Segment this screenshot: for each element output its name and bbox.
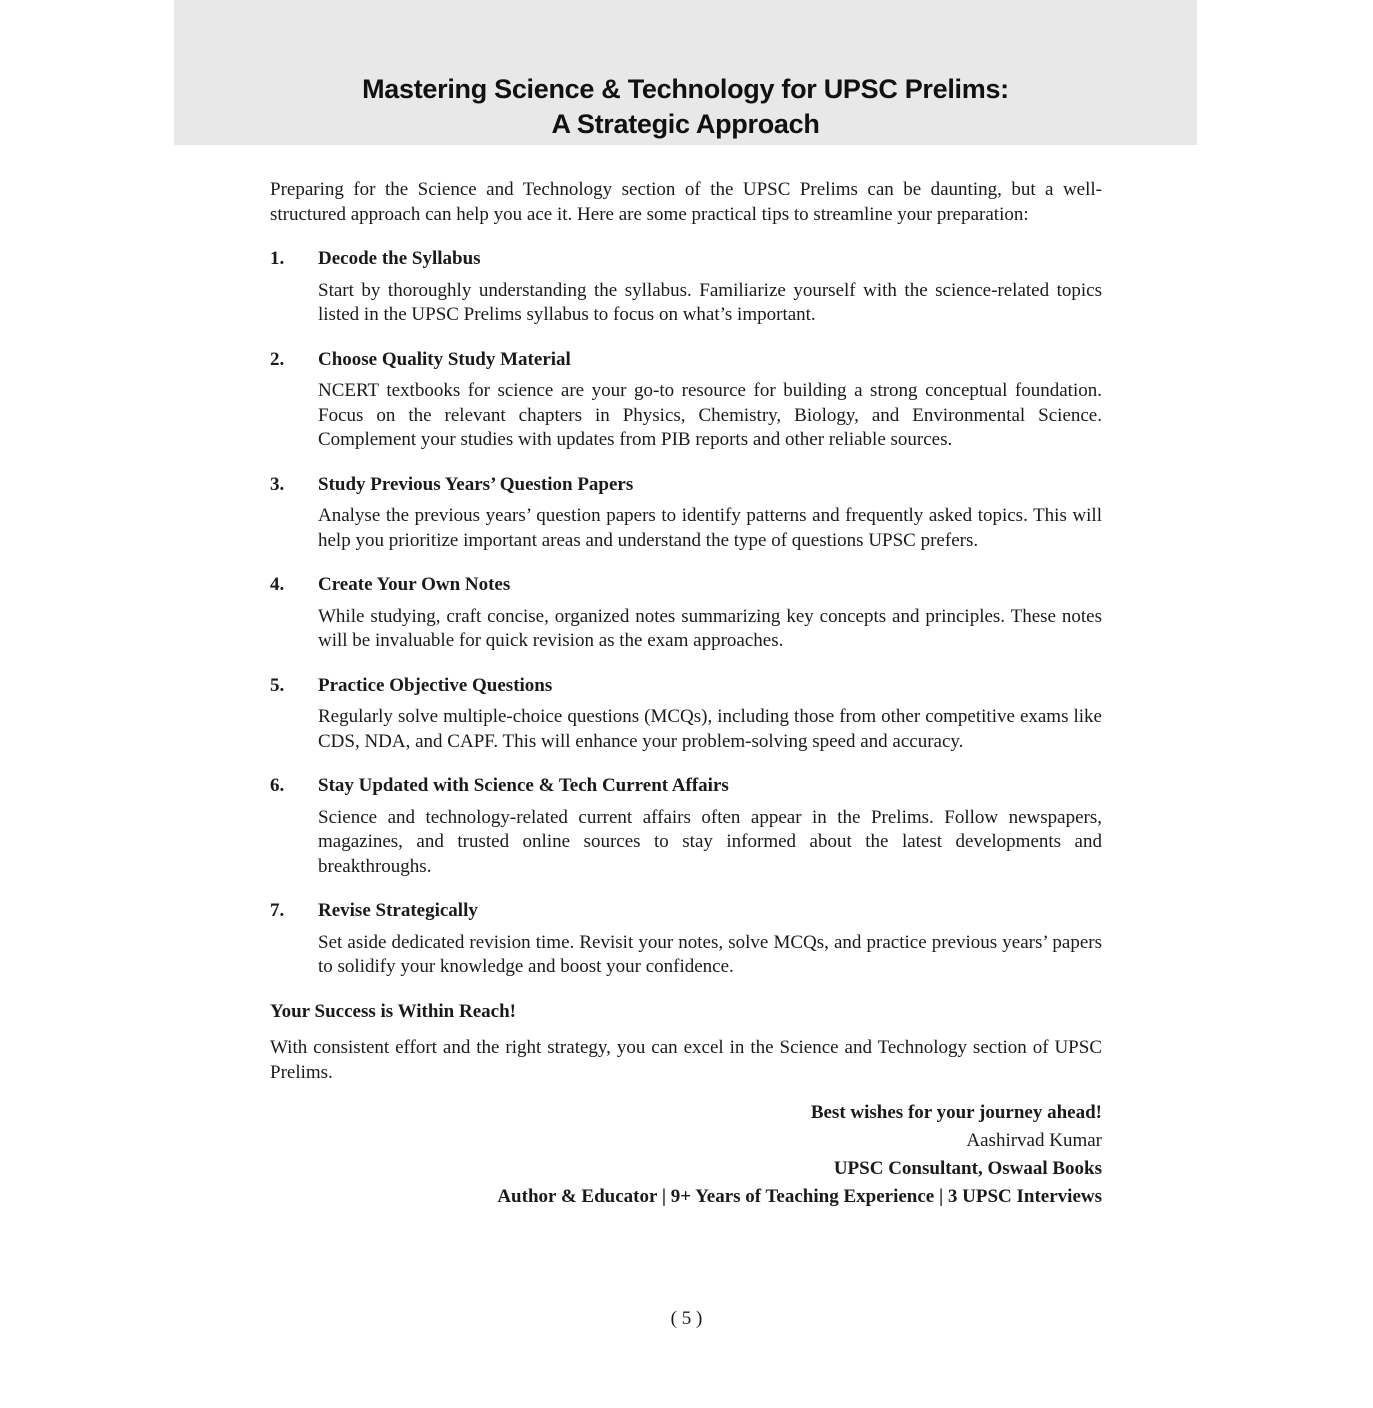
- tip-body: Analyse the previous years’ question papers to identify patterns and frequently asked topics. This will help you prioritize important areas and understand the type of questions UPSC prefers.: [318, 505, 1102, 551]
- closing-heading: Your Success is Within Reach!: [270, 1000, 516, 1022]
- tip-number: 7.: [270, 900, 285, 921]
- tip-item: [270, 674, 1102, 755]
- tip-body: Set aside dedicated revision time. Revisit your notes, solve MCQs, and practice previous years’ papers to solidify your knowledge and boost your confidence.: [318, 931, 1102, 977]
- tip-number: 4.: [270, 574, 285, 595]
- closing-paragraph: With consistent effort and the right strategy, you can excel in the Science and Technology section of UPSC Prelims.: [270, 1037, 1102, 1083]
- tip-number: 6.: [270, 775, 285, 796]
- tip-body: NCERT textbooks for science are your go-to resource for building a strong conceptual foundation. Focus on the relevant chapters in Physics, Chemistry, Biology, and Environmental Science. Complement your studies with updates from PIB reports and other reliable sources.: [318, 380, 1102, 450]
- signature-name: Aashirvad Kumar: [966, 1130, 1102, 1151]
- intro-paragraph: Preparing for the Science and Technology section of the UPSC Prelims can be daunting, but a well-structured approach can help you ace it. Here are some practical tips to streamline your preparation:: [270, 179, 1102, 225]
- tip-heading: Stay Updated with Science & Tech Current Affairs: [318, 775, 729, 796]
- content-column: [270, 178, 1102, 1211]
- tip-item: [270, 774, 1102, 879]
- tip-item: [270, 473, 1102, 554]
- page-title: [174, 72, 1197, 142]
- tip-heading: Decode the Syllabus: [318, 248, 481, 269]
- tip-heading: Revise Strategically: [318, 900, 478, 921]
- tip-heading: Create Your Own Notes: [318, 574, 511, 595]
- tip-item: [270, 247, 1102, 328]
- signature-wishes: Best wishes for your journey ahead!: [810, 1102, 1102, 1123]
- tip-item: [270, 573, 1102, 654]
- tip-item: [270, 899, 1102, 980]
- tip-body: Start by thoroughly understanding the syllabus. Familiarize yourself with the science-related topics listed in the UPSC Prelims syllabus to focus on what’s important.: [318, 279, 1102, 325]
- tip-heading: Study Previous Years’ Question Papers: [318, 473, 634, 495]
- page-number: ( 5 ): [670, 1308, 703, 1329]
- tip-number: 1.: [270, 248, 285, 269]
- signature-block: [270, 1099, 1102, 1211]
- tip-heading: Practice Objective Questions: [318, 674, 553, 696]
- tip-body: Regularly solve multiple-choice questions (MCQs), including those from other competitive exams like CDS, NDA, and CAPF. This will enhance your problem-solving speed and accuracy.: [318, 706, 1102, 752]
- tip-number: 2.: [270, 348, 285, 370]
- signature-role: UPSC Consultant, Oswaal Books: [833, 1158, 1102, 1179]
- tip-heading: Choose Quality Study Material: [318, 348, 571, 370]
- tip-number: 5.: [270, 674, 285, 696]
- tip-item: [270, 348, 1102, 453]
- signature-credentials: Author & Educator | 9+ Years of Teaching Experience | 3 UPSC Interviews: [497, 1186, 1102, 1207]
- tip-body: While studying, craft concise, organized notes summarizing key concepts and principles. These notes will be invaluable for quick revision as the exam approaches.: [318, 605, 1102, 651]
- tip-number: 3.: [270, 473, 285, 495]
- title-line-1: Mastering Science & Technology for UPSC Prelims:: [362, 74, 1009, 104]
- title-line-2: A Strategic Approach: [551, 109, 820, 139]
- tip-body: Science and technology-related current affairs often appear in the Prelims. Follow newspapers, magazines, and trusted online sources to stay informed about the latest developments and breakthroughs.: [318, 806, 1102, 877]
